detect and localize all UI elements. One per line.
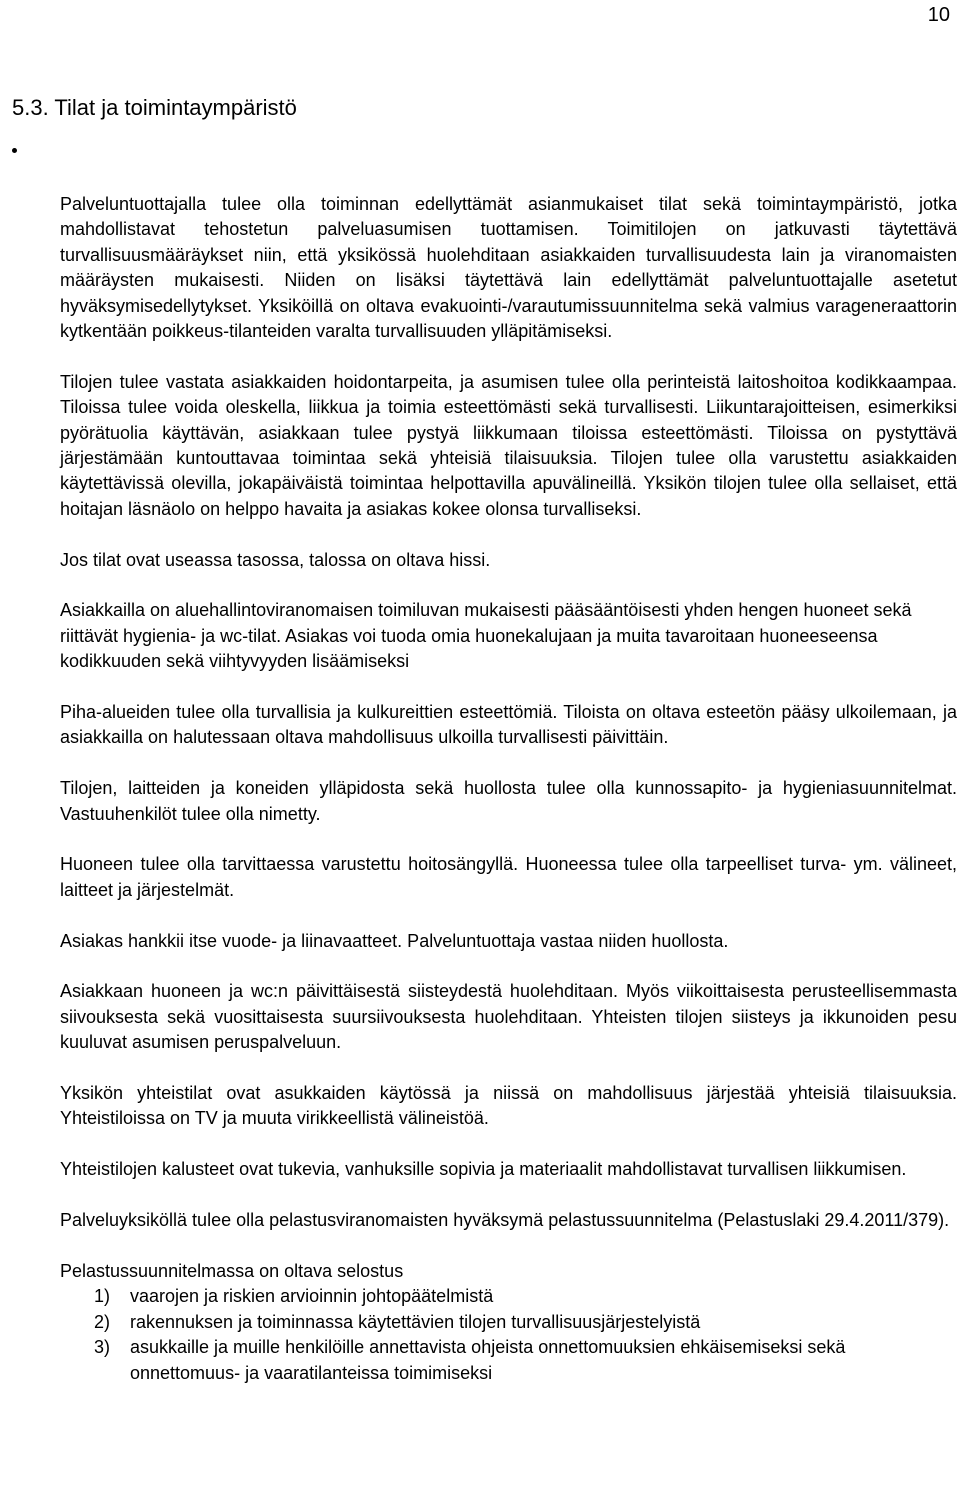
paragraph: Yhteistilojen kalusteet ovat tukevia, vanhuksille sopivia ja materiaalit mahdollistavat turvallisen liikkumisen. <box>60 1159 907 1180</box>
paragraph: Jos tilat ovat useassa tasossa, talossa on oltava hissi. <box>60 549 491 570</box>
bullet-marker <box>12 148 17 153</box>
paragraph: Tilojen, laitteiden ja koneiden ylläpidosta sekä huollosta tulee olla kunnossapito- ja hygieniasuunnitelmat. Vastuuhenkilöt tulee olla nimetty. <box>60 778 957 824</box>
paragraph: Palveluyksiköllä tulee olla pelastusviranomaisten hyväksymä pelastussuunnitelma (Pelastuslaki 29.4.2011/379). <box>60 1210 950 1231</box>
paragraph: Asiakkailla on aluehallintoviranomaisen toimiluvan mukaisesti pääsääntöisesti yhden hengen huoneet sekä riittävät hygienia- ja wc-tilat. Asiakas voi tuoda omia huonekalujaan ja muita tavaroitaan huoneeseensa kodikkuuden sekä viihtyvyyden lisäämiseksi <box>60 600 912 672</box>
list-intro: Pelastussuunnitelmassa on oltava selostus <box>60 1260 404 1281</box>
list-item-text: asukkaille ja muille henkilöille annettavista ohjeista onnettomuuksien ehkäisemiseksi sekä onnettomuus- ja vaaratilanteissa toimimiseksi <box>130 1337 846 1383</box>
paragraph: Asiakas hankkii itse vuode- ja liinavaatteet. Palveluntuottaja vastaa niiden huollosta. <box>60 930 729 951</box>
list-item <box>60 1310 957 1335</box>
list-item <box>60 1335 957 1386</box>
paragraph: Huoneen tulee olla tarvittaessa varustettu hoitosängyllä. Huoneessa tulee olla tarpeelliset turva- ym. välineet, laitteet ja järjestelmät. <box>60 854 957 900</box>
paragraph: Tilojen tulee vastata asiakkaiden hoidontarpeita, ja asumisen tulee olla perinteistä laitoshoitoa kodikkaampaa. Tiloissa tulee voida oleskella, liikkua ja toimia esteettömästi sekä turvallisesti. Liikuntarajoitteisen, esimerkiksi pyörätuolia käyttävän, asiakkaan tulee pystyä liikkumaan tiloissa esteettömästi. Tiloissa on pystyttävä järjestämään kuntouttavaa toimintaa sekä yhteisiä tilaisuuksia. Tilojen tulee olla varustettu asiakkaiden käytettävissä olevilla, jokapäiväistä toimintaa helpottavilla apuvälineillä. Yksikön tilojen tulee olla sellaiset, että hoitajan läsnäolo on helppo havaita ja asiakas kokee olonsa turvalliseksi. <box>60 371 957 519</box>
paragraph: Piha-alueiden tulee olla turvallisia ja kulkureittien esteettömiä. Tiloista on oltava esteetön pääsy ulkoilemaan, ja asiakkailla on halutessaan oltava mahdollisuus ulkoilla turvallisesti päivittäin. <box>60 702 957 748</box>
paragraph: Yksikön yhteistilat ovat asukkaiden käytössä ja niissä on mahdollisuus järjestää yhteisiä tilaisuuksia. Yhteistiloissa on TV ja muuta virikkeellistä välineistöä. <box>60 1083 957 1129</box>
section-heading: 5.3. Tilat ja toimintaympäristö <box>12 95 297 120</box>
list-item <box>60 1284 957 1309</box>
list-item-text: vaarojen ja riskien arvioinnin johtopäätelmistä <box>130 1286 494 1307</box>
list-item-text: rakennuksen ja toiminnassa käytettävien tilojen turvallisuusjärjestelyistä <box>130 1311 701 1332</box>
list-item-number: 2) <box>94 1311 111 1332</box>
body-text <box>60 192 957 1386</box>
page-number: 10 <box>927 4 950 26</box>
list-item-number: 3) <box>94 1337 111 1358</box>
paragraph: Asiakkaan huoneen ja wc:n päivittäisestä siisteydestä huolehditaan. Myös viikoittaisesta perusteellisemmasta siivouksesta sekä vuosittaisesta suursiivouksesta huolehditaan. Yhteisten tilojen siisteys ja ikkunoiden pesu kuuluvat asumisen peruspalveluun. <box>60 981 957 1053</box>
paragraph: Palveluntuottajalla tulee olla toiminnan edellyttämät asianmukaiset tilat sekä toimintaympäristö, jotka mahdollistavat tehostetun palveluasumisen tuottamisen. Toimitilojen on jatkuvasti täytettävä turvallisuusmääräykset niin, että yksikössä huolehditaan asiakkaiden turvallisuudesta lain ja viranomaisten määräysten mukaisesti. Niiden on lisäksi täytettävä lain edellyttämät palveluntuottajalle asetetut hyväksymisedellytykset. Yksiköillä on oltava evakuointi-/varautumissuunnitelma sekä valmius varageneraattorin kytkentään poikkeus-tilanteiden varalta turvallisuuden ylläpitämiseksi. <box>60 194 957 342</box>
list-item-number: 1) <box>94 1286 111 1307</box>
numbered-list <box>60 1284 957 1386</box>
